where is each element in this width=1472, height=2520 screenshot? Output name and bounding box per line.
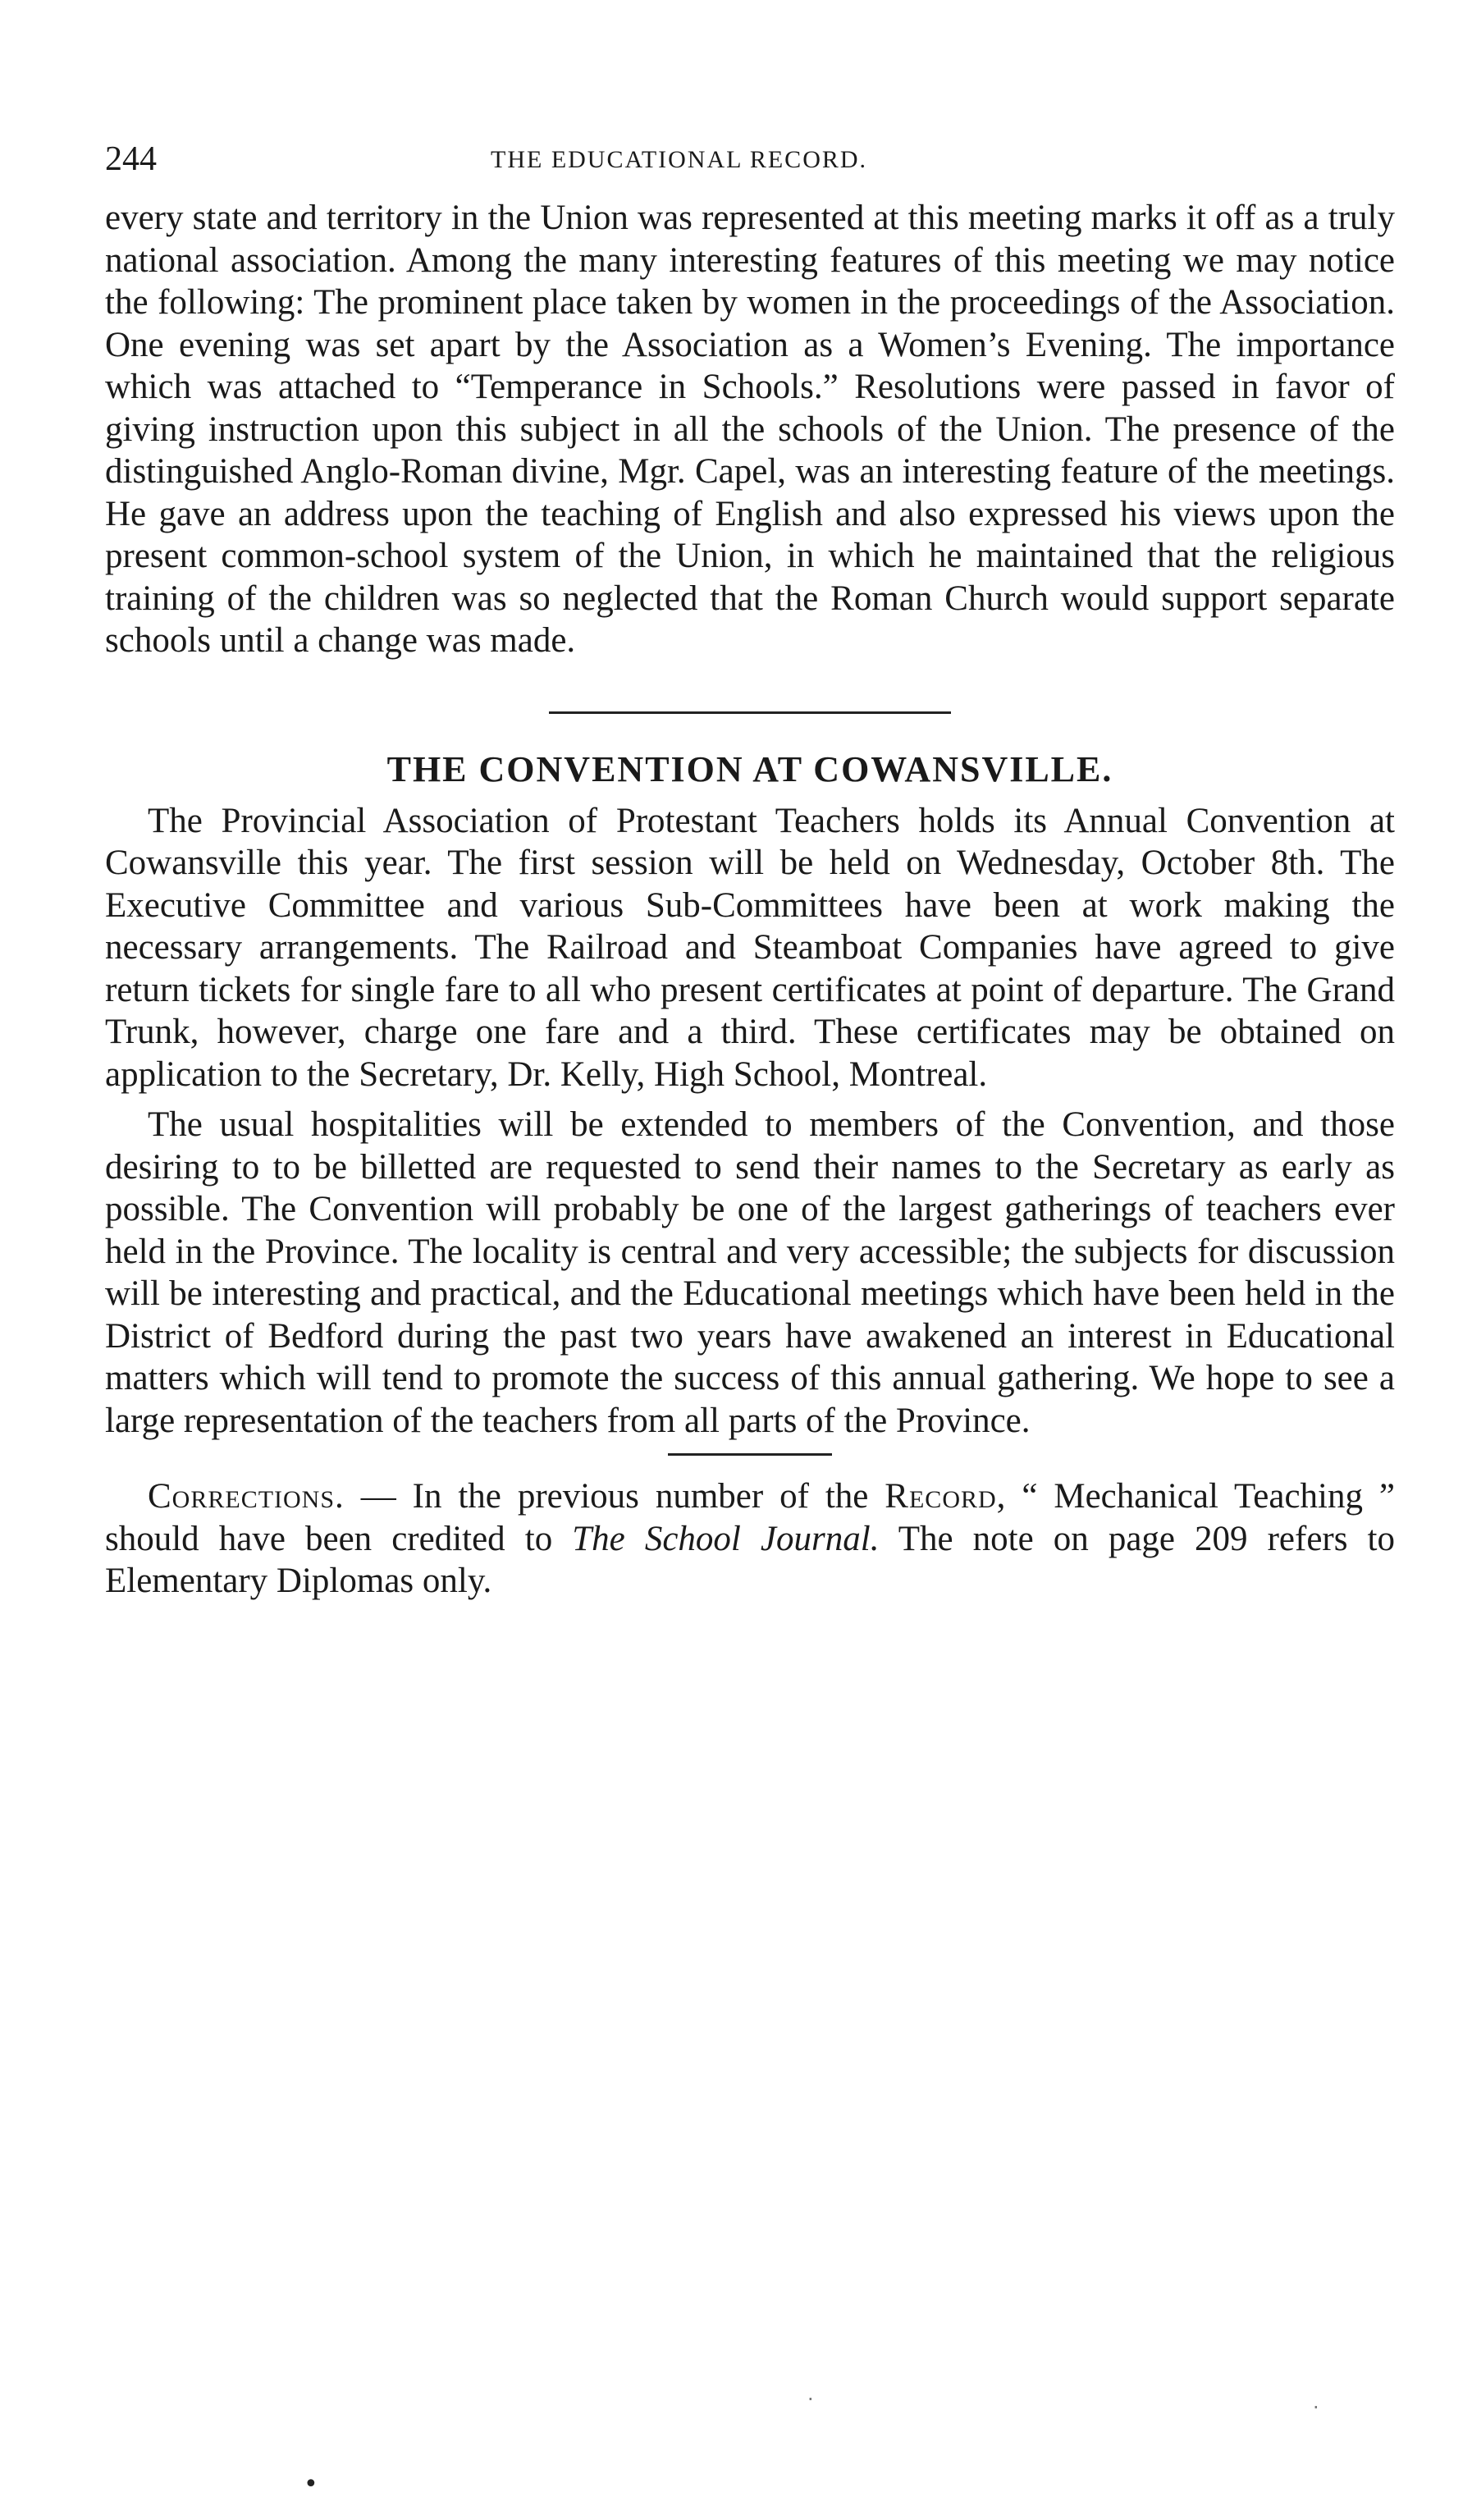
section-divider — [549, 711, 951, 714]
corrections-dash: — — [344, 1477, 413, 1516]
print-speck: • — [304, 2470, 318, 2499]
corrections-text-3: The note on page 209 refers to Elementary Diplomas only. — [105, 1519, 1395, 1600]
journal-title: THE EDUCATIONAL RECORD. — [491, 146, 868, 173]
corrections-journal: The School Journal. — [572, 1519, 880, 1558]
running-head — [105, 139, 1395, 197]
section-divider-short — [668, 1453, 832, 1456]
print-speck: · — [1313, 2396, 1319, 2419]
corrections-paragraph — [105, 1475, 1395, 1603]
article-paragraph-1: The Provincial Association of Protestant Teachers holds its Annual Convention at Cowansville this year. The first session will be held on Wednesday, October 8th. The Executive Committee and various Sub-Committees have been at work making the necessary arrangements. The Railroad and Steamboat Companies have agreed to give return tickets for single fare to all who present certificates at point of departure. The Grand Trunk, however, charge one fare and a third. These certificates may be obtained on application to the Secretary, Dr. Kelly, High School, Montreal. — [105, 801, 1395, 1094]
corrections-text-1: In the previous number of the — [412, 1477, 885, 1516]
corrections-label: Corrections. — [148, 1477, 345, 1516]
page-number: 244 — [105, 140, 157, 178]
article-paragraph-2: The usual hospitalities will be extended to members of the Convention, and those desiring to to be billetted are requested to send their names to the Secretary as early as possible. The Convention will probably be one of the largest gatherings of teachers ever held in the Province. The locality is central and very accessible; the subjects for discussion will be interesting and practical, and the Educational meetings which have been held in the District of Bedford during the past two years have awakened an interest in Educational matters which will tend to promote the success of this annual gathering. We hope to see a large representation of the teachers from all parts of the Province. — [105, 1105, 1395, 1440]
corrections-text-2: , “ Mechanical Teaching ” should have been credited to — [105, 1477, 1396, 1558]
corrections-record: Record — [885, 1477, 997, 1516]
document-page — [105, 139, 1395, 1603]
article-title: THE CONVENTION AT COWANSVILLE. — [386, 748, 1113, 789]
print-speck: · — [807, 2388, 814, 2411]
intro-paragraph: every state and territory in the Union was represented at this meeting marks it off as a truly national association. Among the many interesting features of this meeting we may notice the following: The prominent place taken by women in the proceedings of the Association. One evening was set apart by the Association as a Women’s Evening. The importance which was attached to “Temperance in Schools.” Resolutions were passed in favor of giving instruction upon this subject in all the schools of the Union. The presence of the distinguished Anglo-Roman divine, Mgr. Capel, was an interesting feature of the meetings. He gave an address upon the teaching of English and also expressed his views upon the present common-school system of the Union, in which he maintained that the religious training of the children was so neglected that the Roman Church would support separate schools until a change was made. — [105, 199, 1395, 660]
